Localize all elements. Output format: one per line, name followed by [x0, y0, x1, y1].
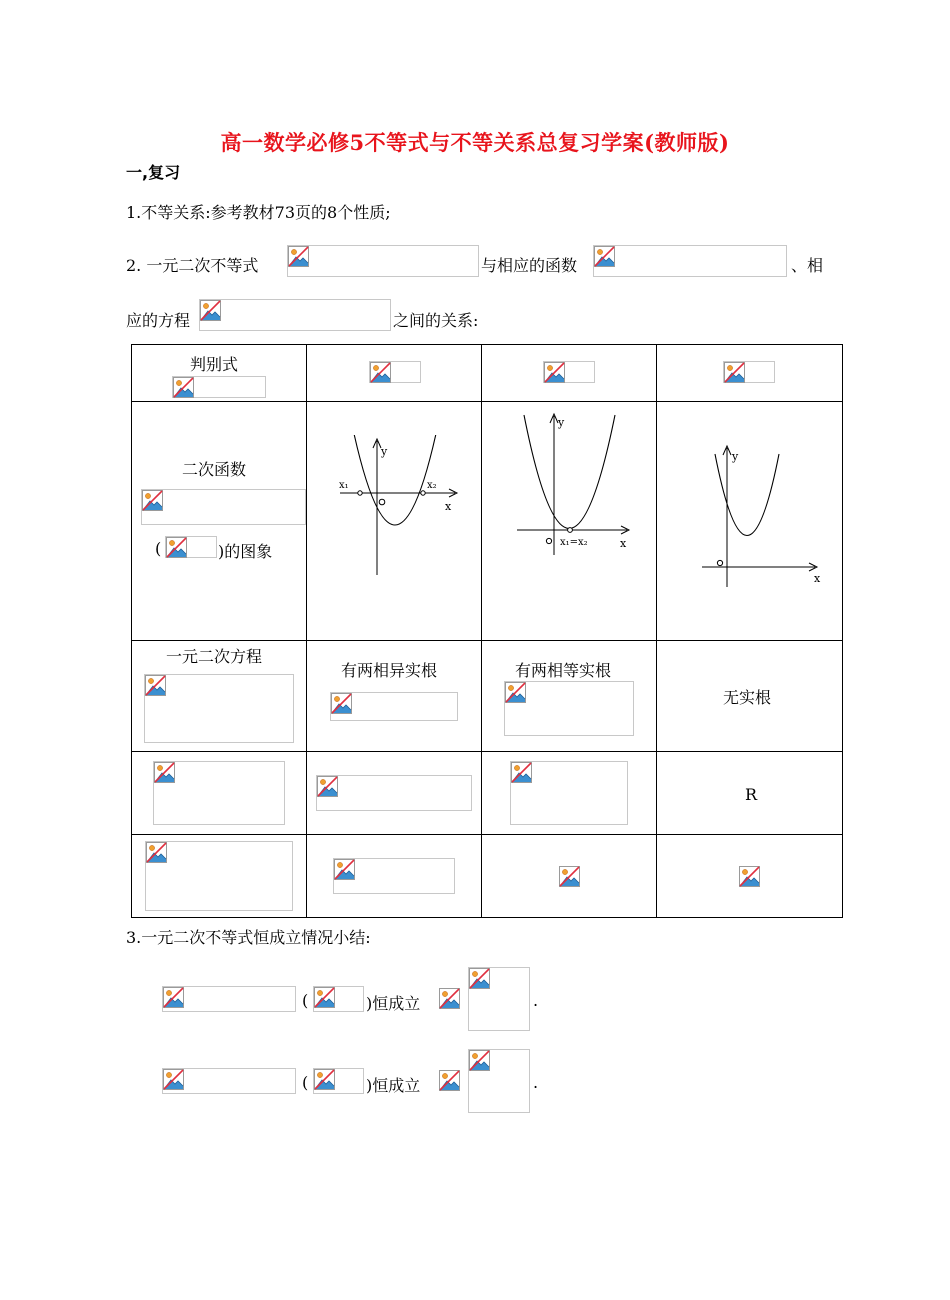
- equation-formula-image: [199, 299, 391, 331]
- item-2-line2-prefix: 应的方程: [126, 311, 191, 330]
- delta-zero-header-cell: [482, 345, 657, 402]
- function-label-close: )的图象: [218, 542, 273, 561]
- leading-coefficient-image: [165, 536, 217, 558]
- constant-coefficient-image: [313, 986, 364, 1012]
- less-solution-no-roots-cell: [657, 835, 843, 918]
- constant-open-paren: (: [302, 1073, 309, 1092]
- broken-image-icon: [200, 300, 221, 321]
- broken-image-icon: [469, 1050, 490, 1071]
- x-axis-label: x: [620, 537, 627, 550]
- constant-inequality-image: [162, 986, 296, 1012]
- broken-image-icon: [163, 987, 184, 1008]
- broken-image-icon: [166, 537, 187, 558]
- broken-image-icon: [314, 987, 335, 1008]
- two-equal-roots-cell: [482, 641, 657, 752]
- broken-image-icon: [594, 246, 615, 267]
- discriminant-header-cell: [132, 345, 307, 402]
- x1-equals-x2-label: x₁=x₂: [560, 537, 588, 548]
- function-label: 二次函数: [182, 460, 247, 479]
- parabola-no-roots-graph: [687, 442, 827, 592]
- constant-open-paren: (: [302, 991, 309, 1010]
- broken-image-icon: [317, 776, 338, 797]
- page-title: 高一数学必修5不等式与不等关系总复习学案(教师版): [220, 130, 730, 155]
- two-equal-roots-label: 有两相等实根: [515, 661, 612, 680]
- less-solution-two-roots-image: [333, 858, 455, 894]
- graph-no-roots-cell: [657, 402, 843, 641]
- graph-equal-roots-cell: [482, 402, 657, 641]
- constant-coefficient-image: [313, 1068, 364, 1094]
- item-2-line2-suffix: 之间的关系:: [393, 311, 479, 330]
- greater-than-zero-label-cell: [132, 752, 307, 835]
- broken-image-icon: [334, 859, 355, 880]
- relationship-table: [131, 344, 843, 918]
- discriminant-label: 判别式: [190, 355, 239, 374]
- item-2-mid: 与相应的函数: [481, 256, 578, 275]
- inequality-formula-image: [287, 245, 479, 277]
- broken-image-icon: [559, 866, 580, 887]
- broken-image-icon: [173, 377, 194, 398]
- two-distinct-roots-cell: [307, 641, 482, 752]
- broken-image-icon: [370, 362, 391, 383]
- delta-negative-header-cell: [657, 345, 843, 402]
- constant-condition-image: [468, 1049, 530, 1113]
- section-heading: 一,复习: [126, 163, 181, 182]
- broken-image-icon: [469, 968, 490, 989]
- item-2-suffix: 、相: [791, 256, 824, 275]
- delta-positive-image: [369, 361, 421, 383]
- equation-label-cell: [132, 641, 307, 752]
- x1-label: x₁: [339, 480, 349, 491]
- equation-label: 一元二次方程: [166, 647, 263, 666]
- constant-inequality-image: [162, 1068, 296, 1094]
- x-axis-label: x: [814, 572, 821, 585]
- distinct-roots-formula-image: [330, 692, 458, 721]
- item-3-text: 3.一元二次不等式恒成立情况小结:: [126, 928, 371, 947]
- no-real-roots-cell: [657, 641, 843, 752]
- x2-label: x₂: [427, 480, 437, 491]
- broken-image-icon: [739, 866, 760, 887]
- discriminant-formula-image: [172, 376, 266, 398]
- less-than-zero-label-cell: [132, 835, 307, 918]
- function-label-cell: [132, 402, 307, 641]
- broken-image-icon: [145, 675, 166, 696]
- equation-roots-image: [144, 674, 294, 743]
- broken-image-icon: [154, 762, 175, 783]
- broken-image-icon: [511, 762, 532, 783]
- greater-solution-equal-roots-image: [510, 761, 628, 825]
- y-axis-label: y: [381, 445, 388, 458]
- less-solution-equal-roots-cell: [482, 835, 657, 918]
- constant-period: .: [533, 1073, 539, 1092]
- greater-solution-equal-roots-cell: [482, 752, 657, 835]
- less-inequality-image: [145, 841, 293, 911]
- broken-image-icon: [724, 362, 745, 383]
- less-solution-two-roots-cell: [307, 835, 482, 918]
- no-real-roots-label: 无实根: [723, 688, 772, 707]
- broken-image-icon: [142, 490, 163, 511]
- constant-always-holds: )恒成立: [366, 994, 421, 1013]
- constant-always-holds: )恒成立: [366, 1076, 421, 1095]
- broken-image-icon: [146, 842, 167, 863]
- greater-solution-two-roots-cell: [307, 752, 482, 835]
- broken-image-icon: [163, 1069, 184, 1090]
- equal-roots-formula-image: [504, 681, 634, 736]
- broken-image-icon: [331, 693, 352, 714]
- delta-positive-header-cell: [307, 345, 482, 402]
- graph-two-roots-cell: [307, 402, 482, 641]
- broken-image-icon: [439, 1070, 460, 1091]
- greater-solution-two-roots-image: [316, 775, 472, 811]
- broken-image-icon: [288, 246, 309, 267]
- function-formula-image: [593, 245, 787, 277]
- two-distinct-roots-label: 有两相异实根: [341, 661, 438, 680]
- broken-image-icon: [544, 362, 565, 383]
- greater-inequality-image: [153, 761, 285, 825]
- delta-negative-image: [723, 361, 775, 383]
- y-axis-label: y: [732, 450, 739, 463]
- broken-image-icon: [505, 682, 526, 703]
- all-reals-label: R: [745, 785, 758, 804]
- function-expression-image: [141, 489, 306, 525]
- y-axis-label: y: [558, 416, 565, 429]
- item-2-prefix: 2. 一元二次不等式: [126, 256, 259, 275]
- broken-image-icon: [314, 1069, 335, 1090]
- delta-zero-image: [543, 361, 595, 383]
- constant-condition-image: [468, 967, 530, 1031]
- x-axis-label: x: [445, 500, 452, 513]
- parabola-two-roots-graph: [335, 435, 465, 585]
- parabola-equal-roots-graph: [512, 410, 642, 560]
- constant-period: .: [533, 991, 539, 1010]
- item-1-text: 1.不等关系:参考教材73页的8个性质;: [126, 203, 391, 222]
- function-label-open: (: [155, 539, 162, 558]
- broken-image-icon: [439, 988, 460, 1009]
- greater-solution-no-roots-cell: [657, 752, 843, 835]
